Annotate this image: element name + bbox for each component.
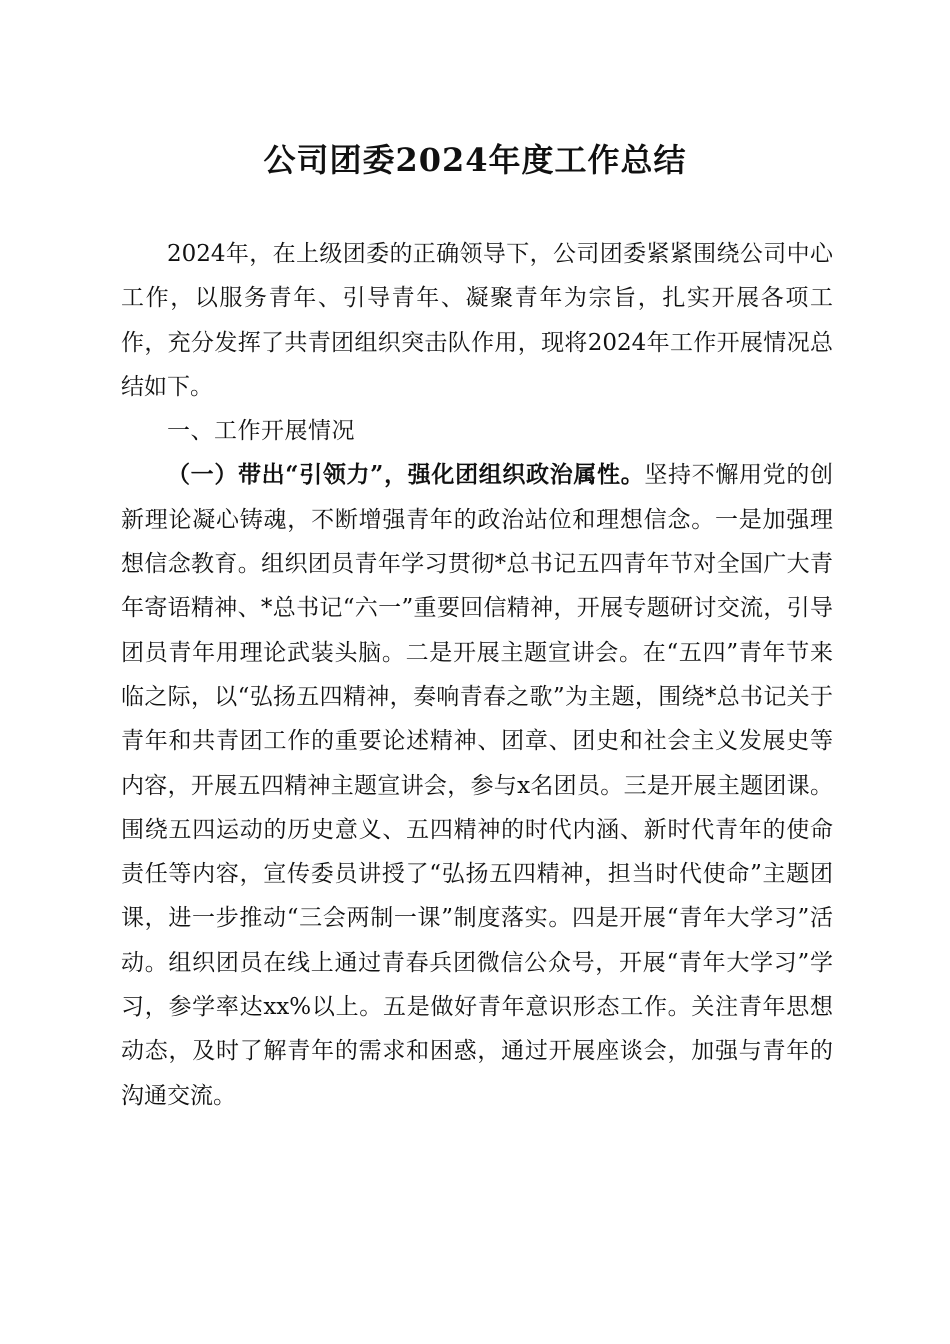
subsection-paragraph — [121, 453, 833, 1117]
document-title: 公司团委2024年度工作总结 — [263, 141, 687, 179]
section-heading: 一、工作开展情况 — [167, 418, 355, 445]
intro-paragraph: 2024年，在上级团委的正确领导下，公司团委紧紧围绕公司中心工作，以服务青年、引导青年、凝聚青年为宗旨，扎实开展各项工作，充分发挥了共青团组织突击队作用，现将2024年工作开展情况总结如下。 — [121, 241, 833, 400]
subsection-heading: （一）带出“引领力”，强化团组织政治属性。 — [167, 461, 645, 489]
document-body — [121, 232, 833, 1118]
subsection-body: 坚持不懈用党的创新理论凝心铸魂，不断增强青年的政治站位和理想信念。一是加强理想信念教育。组织团员青年学习贯彻*总书记五四青年节对全国广大青年寄语精神、*总书记“六一”重要回信精神，开展专题研讨交流，引导团员青年用理论武装头脑。二是开展主题宣讲会。在“五四”青年节来临之际，以“弘扬五四精神，奏响青春之歌”为主题，围绕*总书记关于青年和共青团工作的重要论述精神、团章、团史和社会主义发展史等内容，开展五四精神主题宣讲会，参与x名团员。三是开展主题团课。围绕五四运动的历史意义、五四精神的时代内涵、新时代青年的使命责任等内容，宣传委员讲授了“弘扬五四精神，担当时代使命”主题团课，进一步推动“三会两制一课”制度落实。四是开展“青年大学习”活动。组织团员在线上通过青春兵团微信公众号，开展“青年大学习”学习，参学率达xx%以上。五是做好青年意识形态工作。关注青年思想动态，及时了解青年的需求和困惑，通过开展座谈会，加强与青年的沟通交流。 — [121, 462, 833, 1109]
